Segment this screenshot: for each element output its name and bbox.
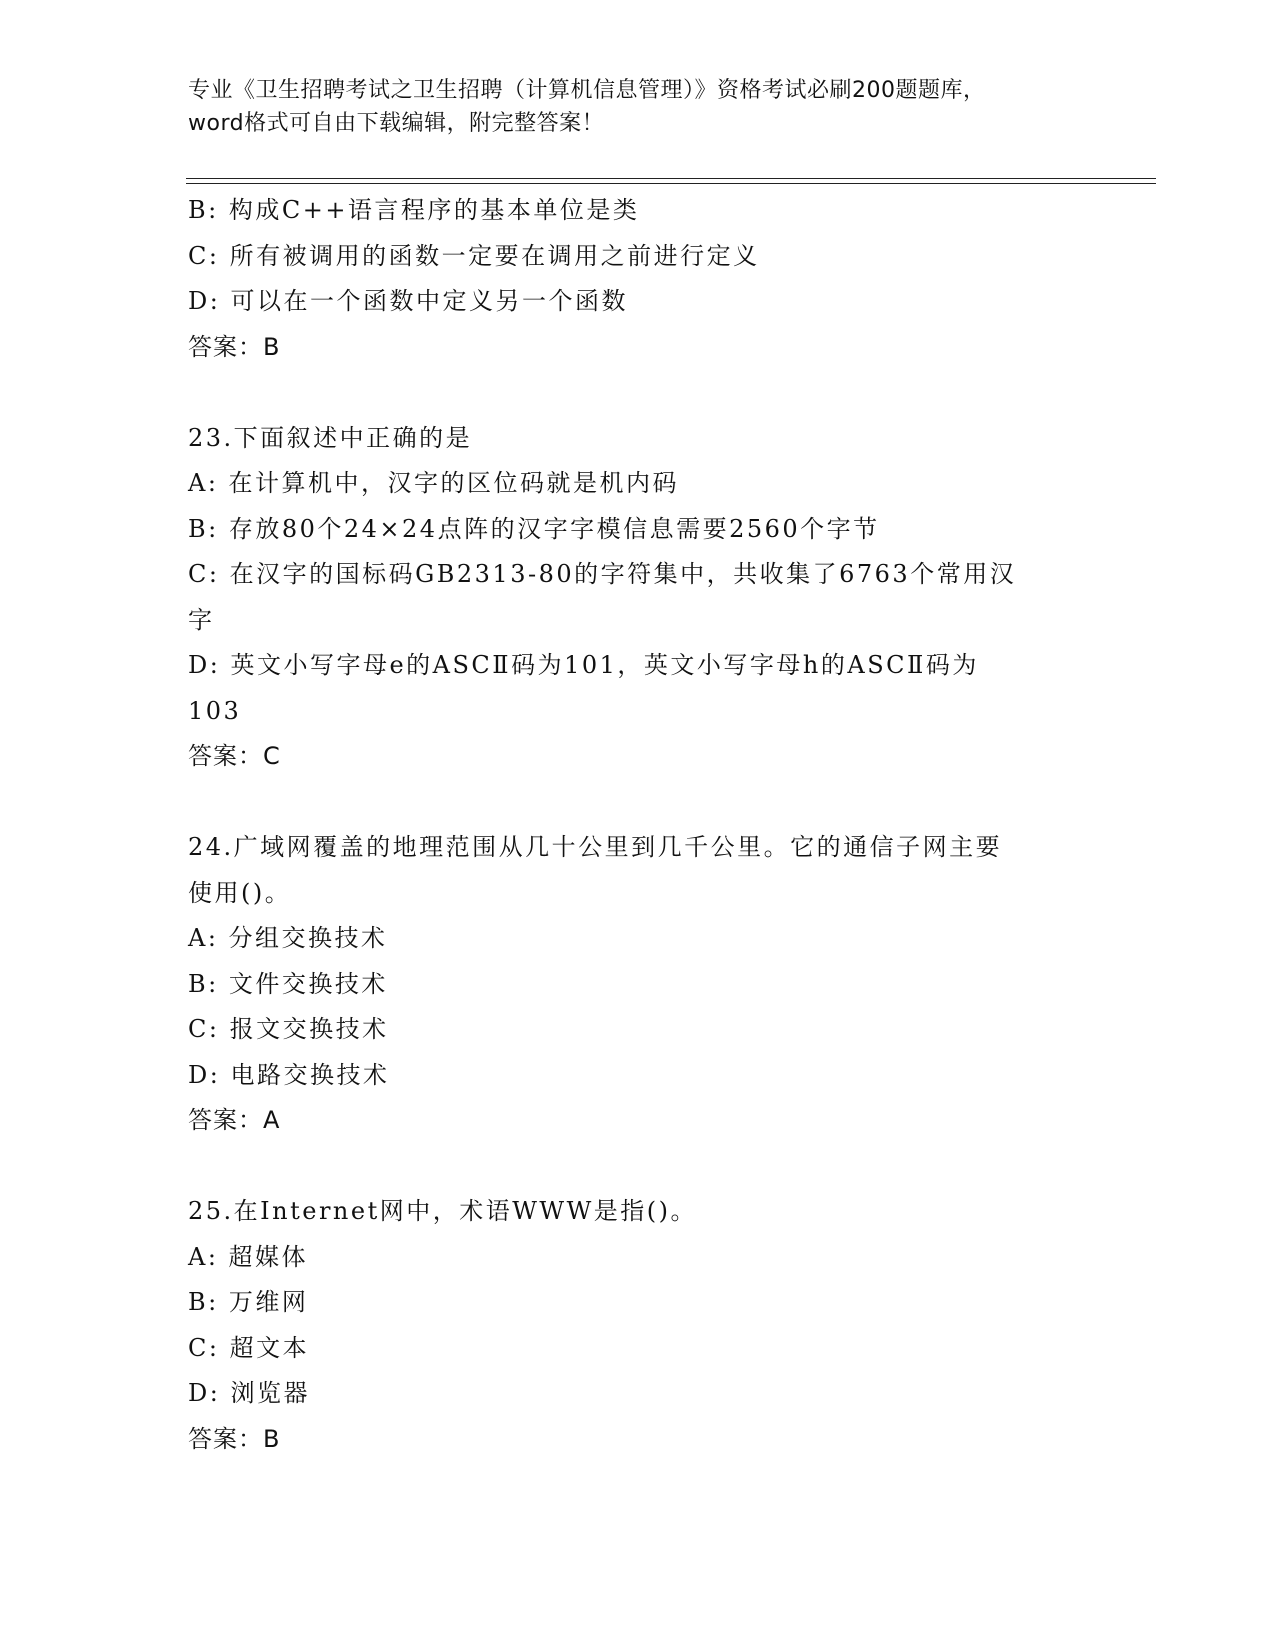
q23-answer: 答案：C: [188, 742, 281, 770]
q23-option-a: A: 在计算机中，汉字的区位码就是机内码: [188, 469, 680, 497]
question-list: [188, 188, 1088, 1462]
q24-answer: 答案：A: [188, 1106, 281, 1134]
q25-question: 25.在Internet网中，术语WWW是指()。: [188, 1197, 697, 1225]
question-24: [188, 825, 1088, 1144]
q22-option-d: D: 可以在一个函数中定义另一个函数: [188, 287, 628, 315]
q23-option-c-line-2: 字: [188, 605, 215, 634]
q23-option-c-line-1: C: 在汉字的国标码GB2313-80的字符集中，共收集了6763个常用汉: [188, 560, 1017, 588]
q23-question: 23.下面叙述中正确的是: [188, 423, 473, 452]
q23-option-d-line-2: 103: [188, 696, 242, 725]
document-header: [188, 74, 1088, 140]
q24-option-a: A: 分组交换技术: [188, 924, 388, 952]
question-22-tail: [188, 188, 1088, 370]
question-23: [188, 416, 1088, 780]
header-rule-top: [186, 178, 1156, 179]
q25-option-b: B: 万维网: [188, 1288, 309, 1316]
header-line-1: 专业《卫生招聘考试之卫生招聘（计算机信息管理）》资格考试必刷200题题库，: [188, 78, 986, 103]
q24-option-c: C: 报文交换技术: [188, 1015, 389, 1043]
question-25: [188, 1189, 1088, 1462]
q25-option-a: A: 超媒体: [188, 1242, 309, 1271]
q25-answer: 答案：B: [188, 1424, 281, 1453]
spacer: [188, 1144, 1088, 1190]
q25-option-d: D: 浏览器: [188, 1379, 310, 1407]
q22-option-c: C: 所有被调用的函数一定要在调用之前进行定义: [188, 241, 760, 270]
q24-question-line-1: 24.广域网覆盖的地理范围从几十公里到几千公里。它的通信子网主要: [188, 833, 1003, 861]
q23-option-b: B: 存放80个24×24点阵的汉字字模信息需要2560个字节: [188, 514, 880, 543]
q25-option-c: C: 超文本: [188, 1333, 310, 1362]
spacer: [188, 370, 1088, 416]
q23-option-d-line-1: D: 英文小写字母e的ASCⅡ码为101，英文小写字母h的ASCⅡ码为: [188, 651, 979, 679]
q22-option-b: B: 构成C++语言程序的基本单位是类: [188, 196, 640, 224]
q22-answer: 答案：B: [188, 332, 281, 361]
q24-option-b: B: 文件交换技术: [188, 969, 388, 998]
header-rule-bottom: [186, 183, 1156, 184]
spacer: [188, 780, 1088, 826]
q24-question-line-2: 使用()。: [188, 878, 292, 907]
header-line-2: word格式可自由下载编辑，附完整答案！: [188, 111, 605, 136]
q24-option-d: D: 电路交换技术: [188, 1060, 390, 1089]
